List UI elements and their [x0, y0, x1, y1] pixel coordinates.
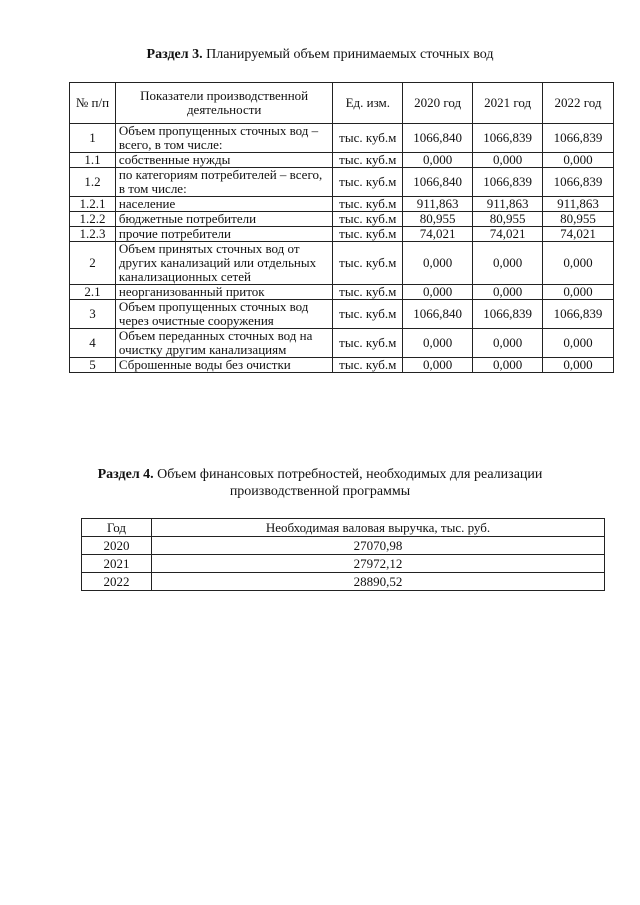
row-indicator: Объем пропущенных сточных вод – всего, в том числе:	[115, 124, 332, 153]
row-value-2020: 1066,840	[403, 300, 473, 329]
row-indicator: неорганизованный приток	[115, 285, 332, 300]
row-indicator: Объем пропущенных сточных вод через очистные сооружения	[115, 300, 332, 329]
section3-title-text: Планируемый объем принимаемых сточных вод	[202, 47, 494, 62]
row-unit: тыс. куб.м	[333, 212, 403, 227]
row-unit: тыс. куб.м	[333, 197, 403, 212]
row-amount: 28890,52	[152, 573, 605, 591]
header-indicator: Показатели производственной деятельности	[115, 83, 332, 124]
row-value-2022: 1066,839	[543, 124, 614, 153]
row-num: 2.1	[70, 285, 116, 300]
row-value-2021: 74,021	[473, 227, 543, 242]
row-value-2021: 0,000	[473, 358, 543, 373]
table-row	[70, 153, 614, 168]
table-row	[70, 212, 614, 227]
row-value-2020: 0,000	[403, 329, 473, 358]
row-num: 4	[70, 329, 116, 358]
row-num: 1	[70, 124, 116, 153]
row-unit: тыс. куб.м	[333, 300, 403, 329]
table-row	[70, 197, 614, 212]
table-row	[70, 285, 614, 300]
row-unit: тыс. куб.м	[333, 227, 403, 242]
row-num: 3	[70, 300, 116, 329]
row-unit: тыс. куб.м	[333, 329, 403, 358]
table-row	[70, 168, 614, 197]
table-row	[70, 358, 614, 373]
table-header-row	[82, 519, 605, 537]
row-amount: 27070,98	[152, 537, 605, 555]
header-2020: 2020 год	[403, 83, 473, 124]
row-value-2021: 911,863	[473, 197, 543, 212]
header-2022: 2022 год	[543, 83, 614, 124]
row-year: 2020	[82, 537, 152, 555]
section4-title-text: Объем финансовых потребностей, необходимых для реализации	[153, 467, 543, 482]
row-unit: тыс. куб.м	[333, 153, 403, 168]
row-value-2022: 0,000	[543, 329, 614, 358]
row-value-2022: 1066,839	[543, 168, 614, 197]
row-value-2020: 0,000	[403, 358, 473, 373]
row-unit: тыс. куб.м	[333, 124, 403, 153]
row-indicator: по категориям потребителей – всего, в том числе:	[115, 168, 332, 197]
row-amount: 27972,12	[152, 555, 605, 573]
row-value-2022: 0,000	[543, 358, 614, 373]
table-row	[82, 555, 605, 573]
row-unit: тыс. куб.м	[333, 168, 403, 197]
table-row	[70, 227, 614, 242]
row-value-2021: 1066,839	[473, 124, 543, 153]
row-value-2022: 0,000	[543, 242, 614, 285]
row-indicator: Объем принятых сточных вод от других канализаций или отдельных канализационных сетей	[115, 242, 332, 285]
row-value-2022: 1066,839	[543, 300, 614, 329]
row-value-2021: 0,000	[473, 153, 543, 168]
row-indicator: прочие потребители	[115, 227, 332, 242]
header-num: № п/п	[70, 83, 116, 124]
row-value-2022: 0,000	[543, 285, 614, 300]
row-unit: тыс. куб.м	[333, 358, 403, 373]
table-row	[82, 573, 605, 591]
header-2021: 2021 год	[473, 83, 543, 124]
row-value-2020: 0,000	[403, 285, 473, 300]
row-value-2022: 0,000	[543, 153, 614, 168]
row-indicator: Сброшенные воды без очистки	[115, 358, 332, 373]
row-unit: тыс. куб.м	[333, 242, 403, 285]
section3-title	[0, 46, 640, 63]
row-value-2021: 1066,839	[473, 168, 543, 197]
header-revenue: Необходимая валовая выручка, тыс. руб.	[152, 519, 605, 537]
row-num: 1.2	[70, 168, 116, 197]
row-value-2021: 0,000	[473, 285, 543, 300]
row-year: 2022	[82, 573, 152, 591]
row-indicator: бюджетные потребители	[115, 212, 332, 227]
row-value-2021: 0,000	[473, 329, 543, 358]
row-value-2020: 1066,840	[403, 168, 473, 197]
financial-needs-table	[81, 518, 605, 591]
table-row	[70, 124, 614, 153]
row-value-2021: 0,000	[473, 242, 543, 285]
section3-title-number: Раздел 3.	[146, 47, 203, 62]
table-row	[82, 537, 605, 555]
header-unit: Ед. изм.	[333, 83, 403, 124]
table-row	[70, 300, 614, 329]
row-value-2020: 911,863	[403, 197, 473, 212]
row-num: 1.2.2	[70, 212, 116, 227]
row-num: 1.2.3	[70, 227, 116, 242]
row-year: 2021	[82, 555, 152, 573]
row-num: 2	[70, 242, 116, 285]
row-indicator: Объем переданных сточных вод на очистку другим канализациям	[115, 329, 332, 358]
row-value-2022: 911,863	[543, 197, 614, 212]
row-value-2020: 74,021	[403, 227, 473, 242]
row-num: 1.1	[70, 153, 116, 168]
table-row	[70, 242, 614, 285]
row-value-2020: 80,955	[403, 212, 473, 227]
row-value-2022: 80,955	[543, 212, 614, 227]
row-value-2020: 0,000	[403, 153, 473, 168]
row-value-2022: 74,021	[543, 227, 614, 242]
section4-title-line2: производственной программы	[229, 484, 411, 499]
row-unit: тыс. куб.м	[333, 285, 403, 300]
row-num: 5	[70, 358, 116, 373]
section4-title-number: Раздел 4.	[97, 467, 154, 482]
row-value-2020: 1066,840	[403, 124, 473, 153]
header-year: Год	[82, 519, 152, 537]
row-value-2021: 80,955	[473, 212, 543, 227]
row-indicator: население	[115, 197, 332, 212]
row-value-2021: 1066,839	[473, 300, 543, 329]
row-indicator: собственные нужды	[115, 153, 332, 168]
table-header-row	[70, 83, 614, 124]
row-value-2020: 0,000	[403, 242, 473, 285]
table-row	[70, 329, 614, 358]
section4-title	[0, 466, 640, 500]
wastewater-volume-table	[69, 82, 614, 373]
row-num: 1.2.1	[70, 197, 116, 212]
